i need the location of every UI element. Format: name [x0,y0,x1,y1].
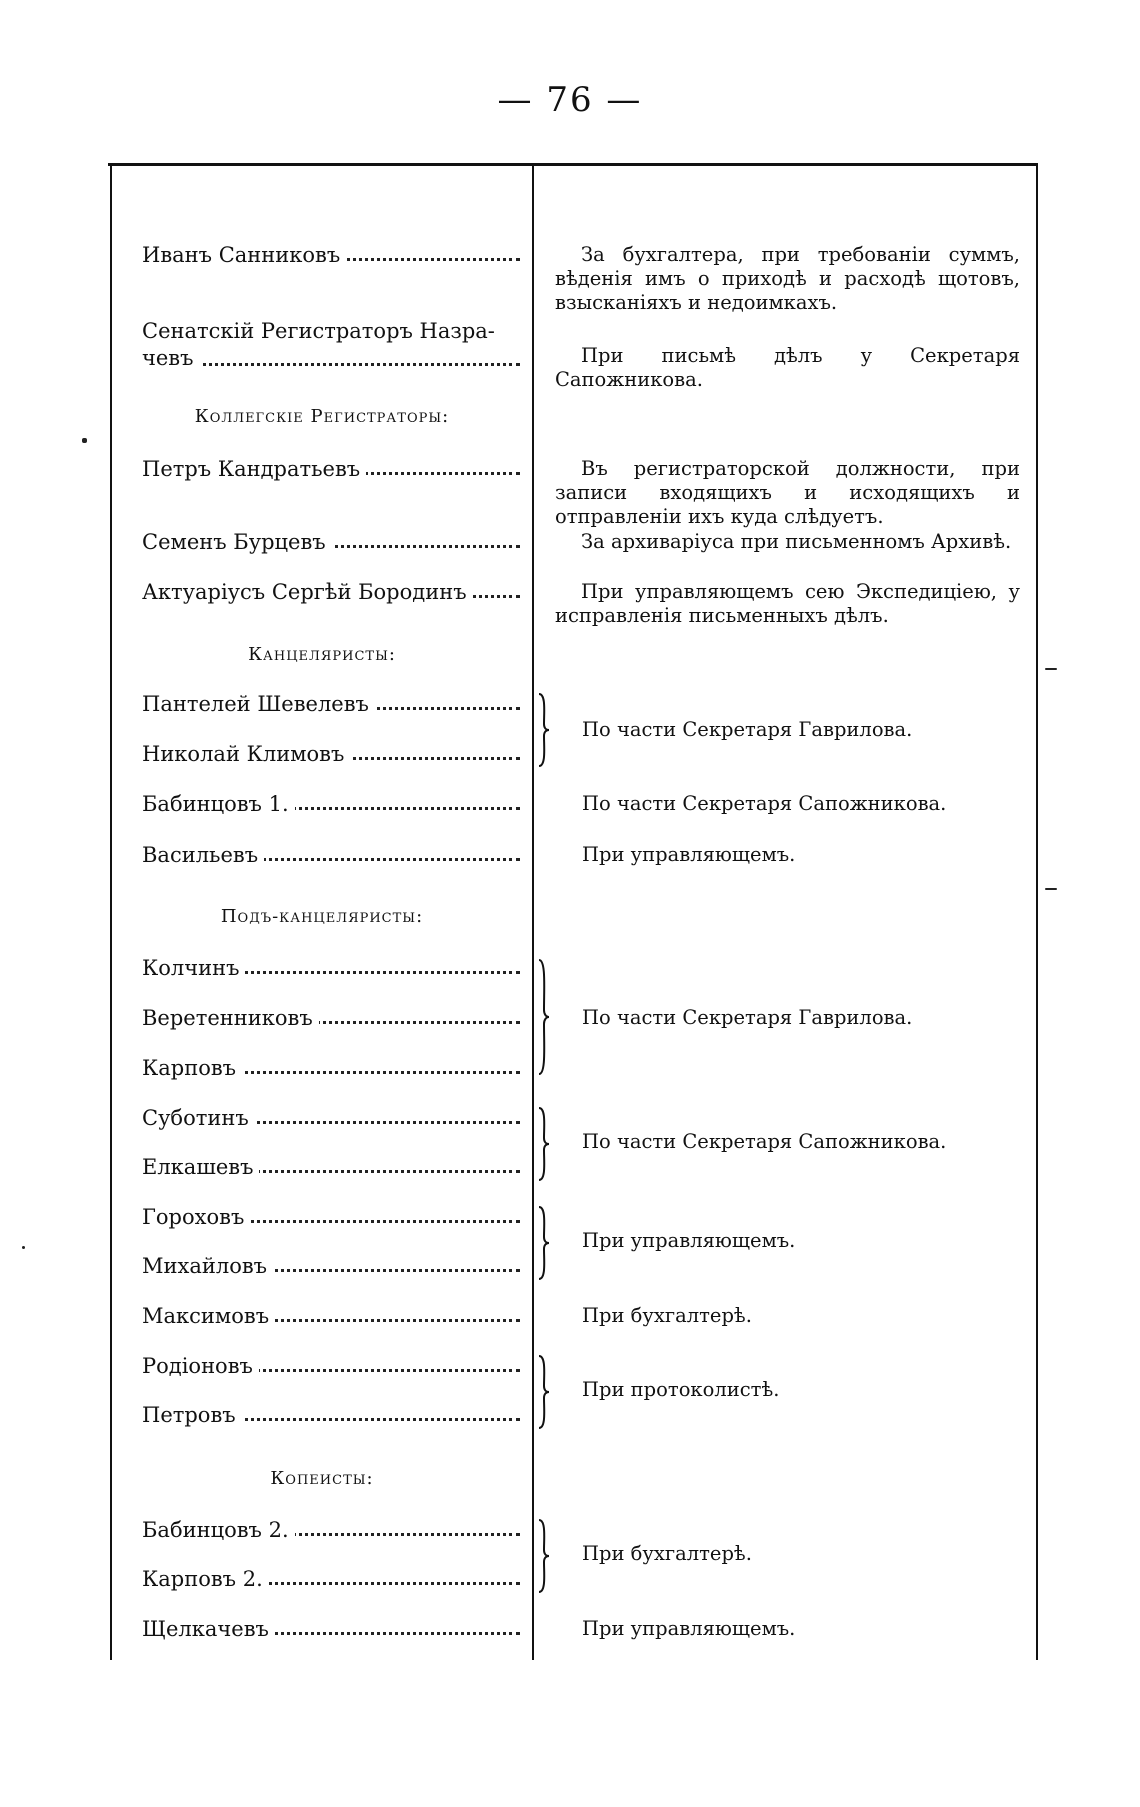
page-number: — 76 — [497,80,643,120]
section-heading: Коллегскіе Регистраторы: [194,406,450,427]
brace [536,1518,550,1594]
scan-speck [1045,888,1057,890]
brace [536,1354,550,1430]
staff-name: Щелкачевъ [142,1617,520,1641]
duty-note: При письмѣ дѣлъ у Секретаря Сапожникова. [555,344,1020,391]
staff-name: Карповъ [142,1056,520,1080]
duty-note: Въ регистраторской должности, при записи входящихъ и исходящихъ и отправленіи ихъ куда слѣдуетъ. [555,457,1020,528]
staff-name: Николай Климовъ [142,742,520,766]
staff-name: Елкашевъ [142,1155,520,1179]
brace [536,1205,550,1281]
brace [536,1106,550,1182]
table-right-border [1036,165,1038,1660]
duty-note: При управляющемъ. [582,1617,796,1640]
staff-name: Максимовъ [142,1304,520,1328]
group-duty-note: При бухгалтерѣ. [582,1542,752,1565]
staff-name: Бабинцовъ 2. [142,1518,520,1542]
staff-name: Карповъ 2. [142,1567,520,1591]
staff-name: Петровъ [142,1403,520,1427]
group-duty-note: По части Секретаря Сапожникова. [582,1130,947,1153]
section-heading: Копеисты: [270,1468,374,1489]
group-duty-note: При управляющемъ. [582,1229,796,1252]
scan-speck [82,438,87,443]
staff-name: Актуаріусъ Сергѣй Бородинъ [142,580,520,604]
duty-note: При управляющемъ. [582,843,796,866]
group-duty-note: По части Секретаря Гаврилова. [582,1006,913,1029]
staff-name: Гороховъ [142,1205,520,1229]
table-top-rule [108,163,1038,166]
staff-name: Семенъ Бурцевъ [142,530,520,554]
staff-name: Михайловъ [142,1254,520,1278]
section-heading: Канцеляристы: [248,644,396,665]
duty-note: За бухгалтера, при требованіи суммъ, вѣденія имъ о приходѣ и расходѣ щотовъ, взысканіяхъ и недоимкахъ. [555,243,1020,314]
staff-name: Родіоновъ [142,1354,520,1378]
brace [536,958,550,1076]
staff-name: Иванъ Санниковъ [142,243,520,267]
duty-note: При бухгалтерѣ. [582,1304,752,1327]
scan-speck [22,1246,25,1249]
duty-note: За архиваріуса при письменномъ Архивѣ. [581,530,1012,553]
staff-name-line: Сенатскій Регистраторъ Назра- [142,319,495,343]
scan-speck [1045,668,1057,670]
staff-name: Пантелей Шевелевъ [142,692,520,716]
duty-note: При управляющемъ сею Экспедиціею, у исправленія письменныхъ дѣлъ. [555,580,1020,627]
brace [536,692,550,768]
staff-name: Колчинъ [142,956,520,980]
table-column-divider [532,165,534,1660]
staff-name [142,318,520,372]
staff-name: Суботинъ [142,1106,520,1130]
group-duty-note: При протоколистѣ. [582,1378,780,1401]
staff-name: Бабинцовъ 1. [142,792,520,816]
staff-name-line: чевъ [142,345,520,372]
staff-name: Петръ Кандратьевъ [142,457,520,481]
duty-note: По части Секретаря Сапожникова. [582,792,947,815]
staff-name: Веретенниковъ [142,1006,520,1030]
group-duty-note: По части Секретаря Гаврилова. [582,718,913,741]
staff-name: Васильевъ [142,843,520,867]
section-heading: Подъ-канцеляристы: [220,906,424,927]
